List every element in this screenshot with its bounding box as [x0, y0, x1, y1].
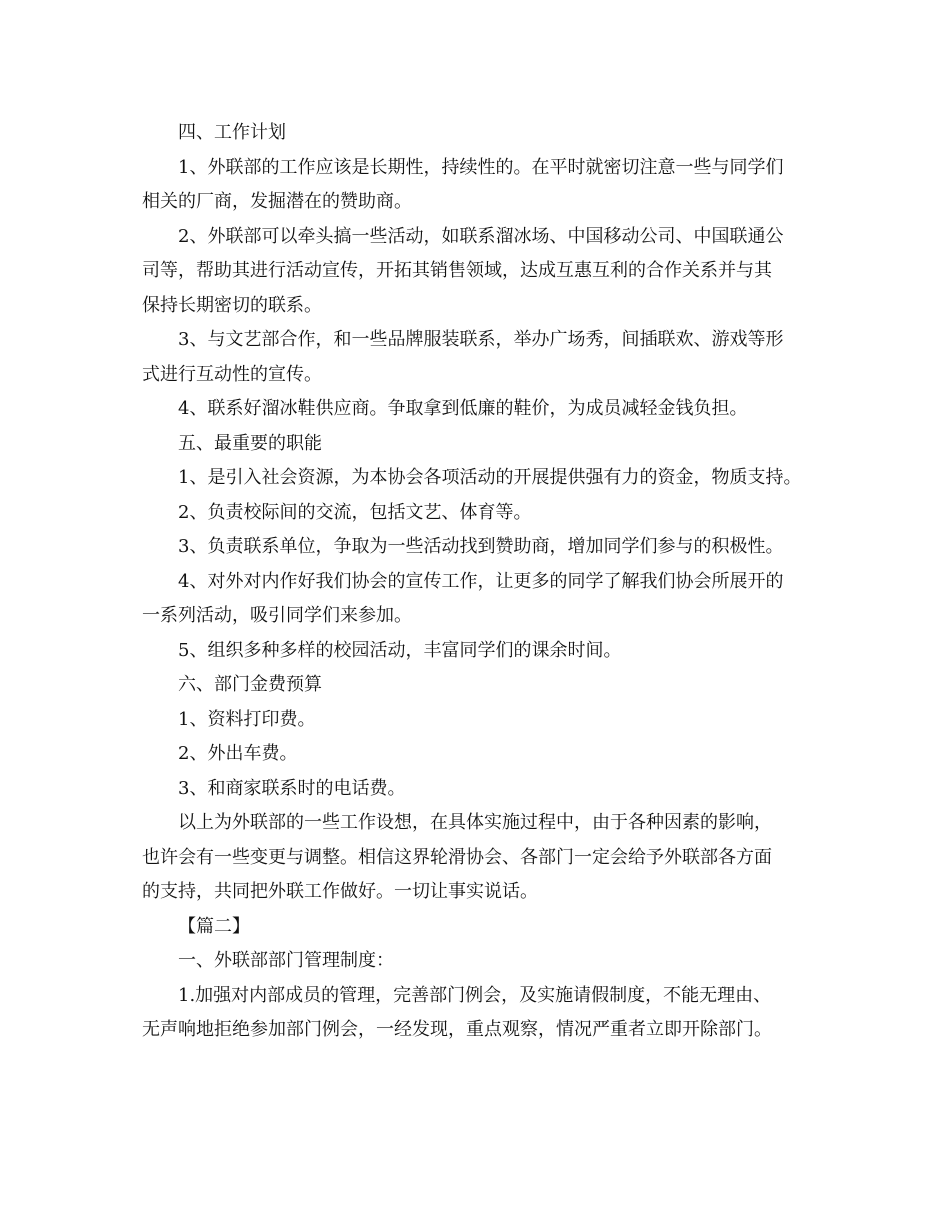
paragraph-line: 4、联系好溜冰鞋供应商。争取拿到低廉的鞋价，为成员减轻金钱负担。 — [178, 398, 748, 419]
paragraph-line: 保持长期密切的联系。 — [142, 294, 322, 316]
paragraph-line: 1、外联部的工作应该是长期性，持续性的。在平时就密切注意一些与同学们 — [178, 156, 784, 178]
paragraph-line: 司等，帮助其进行活动宣传，开拓其销售领域，达成互惠互利的合作关系并与其 — [142, 260, 772, 281]
paragraph-line: 5、组织多种多样的校园活动，丰富同学们的课余时间。 — [178, 639, 622, 661]
paragraph-line: 4、对外对内作好我们协会的宣传工作，让更多的同学了解我们协会所展开的 — [178, 570, 784, 592]
paragraph-line: 3、与文艺部合作，和一些品牌服装联系，举办广场秀，间插联欢、游戏等形 — [178, 329, 784, 350]
paragraph-line: 一系列活动，吸引同学们来参加。 — [142, 605, 412, 626]
paragraph-line: 相关的厂商，发掘潜在的赞助商。 — [142, 191, 412, 212]
paragraph-line: 1.加强对内部成员的管理，完善部门例会，及实施请假制度，不能无理由、 — [178, 984, 772, 1006]
paragraph-line: 1、是引入社会资源，为本协会各项活动的开展提供强有力的资金，物质支持。 — [178, 467, 802, 488]
paragraph-line: 以上为外联部的一些工作设想，在具体实施过程中，由于各种因素的影响， — [178, 812, 772, 833]
paragraph-line: 2、负责校际间的交流，包括文艺、体育等。 — [178, 501, 532, 523]
heading-budget: 六、部门金费预算 — [178, 674, 322, 695]
paragraph-line: 1、资料打印费。 — [178, 708, 316, 730]
paragraph-line: 2、外联部可以牵头搞一些活动，如联系溜冰场、中国移动公司、中国联通公 — [178, 225, 784, 247]
paragraph-line: 式进行互动性的宣传。 — [142, 363, 322, 385]
paragraph-line: 无声响地拒绝参加部门例会，一经发现，重点观察，情况严重者立即开除部门。 — [142, 1019, 772, 1040]
paragraph-line: 的支持，共同把外联工作做好。一切让事实说话。 — [142, 881, 538, 902]
section-heading-part-two: 【篇二】 — [178, 915, 250, 937]
paragraph-line: 也许会有一些变更与调整。相信这界轮滑协会、各部门一定会给予外联部各方面 — [142, 846, 772, 868]
paragraph-line: 2、外出车费。 — [178, 743, 298, 764]
paragraph-line: 3、负责联系单位，争取为一些活动找到赞助商，增加同学们参与的积极性。 — [178, 536, 784, 557]
heading-key-functions: 五、最重要的职能 — [178, 432, 322, 454]
heading-work-plan: 四、工作计划 — [178, 122, 286, 143]
heading-management-rules: 一、外联部部门管理制度： — [178, 950, 394, 971]
document-body — [142, 116, 822, 1048]
paragraph-line: 3、和商家联系时的电话费。 — [178, 777, 406, 799]
